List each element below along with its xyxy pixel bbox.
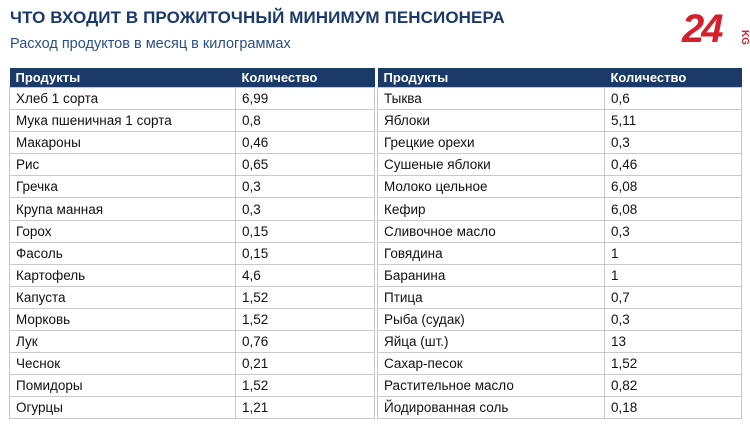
quantity-cell: 0,3 bbox=[236, 198, 375, 220]
table-row bbox=[378, 397, 742, 419]
product-name-cell: Йодированная соль bbox=[378, 397, 605, 419]
quantity-cell: 1,52 bbox=[605, 353, 742, 375]
table-row bbox=[10, 375, 375, 397]
quantity-cell: 0,7 bbox=[605, 286, 742, 308]
quantity-cell: 0,3 bbox=[605, 132, 742, 154]
table-row bbox=[10, 264, 375, 286]
column-header-quantity: Количество bbox=[236, 68, 375, 88]
quantity-cell: 6,08 bbox=[605, 176, 742, 198]
table-row bbox=[10, 220, 375, 242]
table-row bbox=[378, 110, 742, 132]
table-row bbox=[378, 286, 742, 308]
quantity-cell: 0,3 bbox=[605, 308, 742, 330]
table-row bbox=[10, 242, 375, 264]
logo-small-text: KG bbox=[739, 30, 750, 45]
quantity-cell: 0,8 bbox=[236, 110, 375, 132]
product-name-cell: Огурцы bbox=[10, 397, 236, 419]
quantity-cell: 6,08 bbox=[605, 198, 742, 220]
product-name-cell: Баранина bbox=[378, 264, 605, 286]
table-row bbox=[10, 397, 375, 419]
table-row bbox=[10, 110, 375, 132]
table-row bbox=[10, 353, 375, 375]
quantity-cell: 0,3 bbox=[605, 220, 742, 242]
product-name-cell: Птица bbox=[378, 286, 605, 308]
product-name-cell: Капуста bbox=[10, 286, 236, 308]
product-name-cell: Чеснок bbox=[10, 353, 236, 375]
table-row bbox=[10, 176, 375, 198]
product-name-cell: Тыква bbox=[378, 88, 605, 110]
products-table-right bbox=[377, 68, 742, 419]
product-name-cell: Картофель bbox=[10, 264, 236, 286]
table-body-right bbox=[378, 88, 742, 419]
product-name-cell: Растительное масло bbox=[378, 375, 605, 397]
product-name-cell: Рыба (судак) bbox=[378, 308, 605, 330]
product-name-cell: Рис bbox=[10, 154, 236, 176]
tables-container bbox=[9, 68, 740, 419]
product-name-cell: Морковь bbox=[10, 308, 236, 330]
column-header-quantity: Количество bbox=[605, 68, 742, 88]
product-name-cell: Сливочное масло bbox=[378, 220, 605, 242]
product-name-cell: Крупа манная bbox=[10, 198, 236, 220]
table-row bbox=[378, 375, 742, 397]
brand-logo bbox=[682, 6, 750, 51]
quantity-cell: 13 bbox=[605, 331, 742, 353]
table-row bbox=[378, 198, 742, 220]
product-name-cell: Горох bbox=[10, 220, 236, 242]
quantity-cell: 1 bbox=[605, 264, 742, 286]
product-name-cell: Сахар-песок bbox=[378, 353, 605, 375]
table-row bbox=[378, 220, 742, 242]
quantity-cell: 0,15 bbox=[236, 242, 375, 264]
product-name-cell: Кефир bbox=[378, 198, 605, 220]
product-name-cell: Яйца (шт.) bbox=[378, 331, 605, 353]
quantity-cell: 1,21 bbox=[236, 397, 375, 419]
product-name-cell: Грецкие орехи bbox=[378, 132, 605, 154]
product-name-cell: Помидоры bbox=[10, 375, 236, 397]
quantity-cell: 4,6 bbox=[236, 264, 375, 286]
product-name-cell: Макароны bbox=[10, 132, 236, 154]
quantity-cell: 0,65 bbox=[236, 154, 375, 176]
table-row bbox=[378, 264, 742, 286]
quantity-cell: 1 bbox=[605, 242, 742, 264]
table-row bbox=[10, 286, 375, 308]
column-header-product: Продукты bbox=[378, 68, 605, 88]
table-row bbox=[10, 154, 375, 176]
quantity-cell: 0,15 bbox=[236, 220, 375, 242]
quantity-cell: 0,6 bbox=[605, 88, 742, 110]
quantity-cell: 0,46 bbox=[605, 154, 742, 176]
table-row bbox=[378, 353, 742, 375]
product-name-cell: Гречка bbox=[10, 176, 236, 198]
table-header-row bbox=[378, 68, 742, 88]
table-row bbox=[10, 88, 375, 110]
quantity-cell: 0,21 bbox=[236, 353, 375, 375]
product-name-cell: Молоко цельное bbox=[378, 176, 605, 198]
product-name-cell: Лук bbox=[10, 331, 236, 353]
quantity-cell: 6,99 bbox=[236, 88, 375, 110]
product-name-cell: Говядина bbox=[378, 242, 605, 264]
table-row bbox=[378, 132, 742, 154]
product-name-cell: Фасоль bbox=[10, 242, 236, 264]
page-title: ЧТО ВХОДИТ В ПРОЖИТОЧНЫЙ МИНИМУМ ПЕНСИОНЕРА bbox=[10, 8, 505, 27]
product-name-cell: Хлеб 1 сорта bbox=[10, 88, 236, 110]
quantity-cell: 5,11 bbox=[605, 110, 742, 132]
table-row bbox=[378, 154, 742, 176]
products-table-left bbox=[9, 68, 375, 419]
table-body-left bbox=[10, 88, 375, 419]
table-row bbox=[378, 242, 742, 264]
logo-main-text: 24 bbox=[682, 7, 721, 51]
table-header-row bbox=[10, 68, 375, 88]
table-row bbox=[10, 331, 375, 353]
table-row bbox=[10, 132, 375, 154]
quantity-cell: 0,46 bbox=[236, 132, 375, 154]
product-name-cell: Мука пшеничная 1 сорта bbox=[10, 110, 236, 132]
quantity-cell: 0,82 bbox=[605, 375, 742, 397]
quantity-cell: 0,3 bbox=[236, 176, 375, 198]
table-row bbox=[378, 88, 742, 110]
table-row bbox=[378, 331, 742, 353]
table-row bbox=[378, 176, 742, 198]
column-header-product: Продукты bbox=[10, 68, 236, 88]
quantity-cell: 1,52 bbox=[236, 308, 375, 330]
quantity-cell: 1,52 bbox=[236, 375, 375, 397]
product-name-cell: Яблоки bbox=[378, 110, 605, 132]
product-name-cell: Сушеные яблоки bbox=[378, 154, 605, 176]
table-row bbox=[10, 308, 375, 330]
page-subtitle: Расход продуктов в месяц в килограммах bbox=[10, 36, 291, 52]
quantity-cell: 0,18 bbox=[605, 397, 742, 419]
table-row bbox=[378, 308, 742, 330]
quantity-cell: 0,76 bbox=[236, 331, 375, 353]
quantity-cell: 1,52 bbox=[236, 286, 375, 308]
table-row bbox=[10, 198, 375, 220]
